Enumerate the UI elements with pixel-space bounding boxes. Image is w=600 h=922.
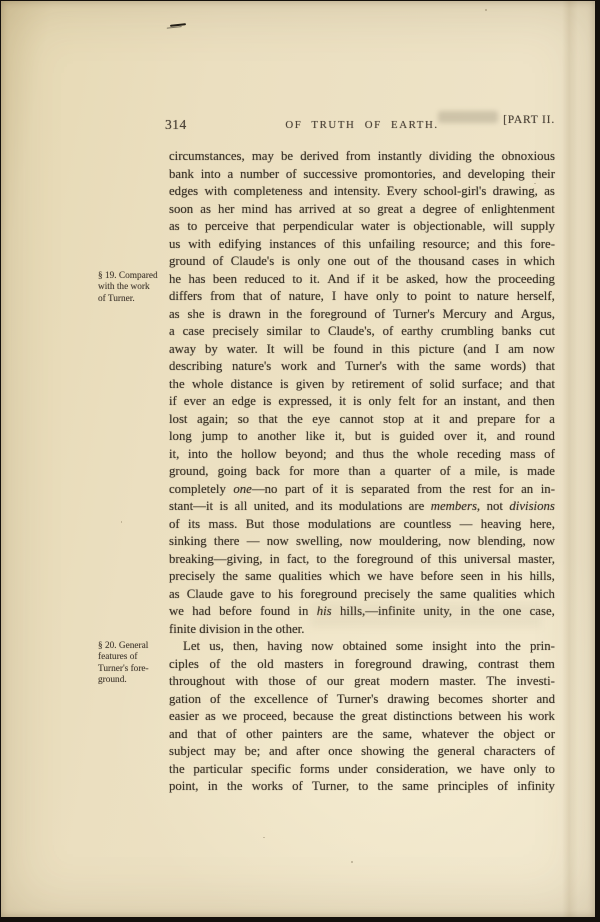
margin-note-line: § 19. Compared <box>98 271 158 281</box>
dust-speck <box>263 837 265 838</box>
text-line: finite division in the other. <box>169 621 305 636</box>
text-line: lost again; so that the eye cannot stop at it and prepare for a <box>169 411 555 426</box>
text-line: bank into a number of successive promontories, and developing their <box>169 166 555 181</box>
text-line: soon as her mind has arrived at so great a degree of enlightenment <box>169 201 555 216</box>
dust-speck <box>121 521 122 523</box>
text-line: subject may be; and after once showing the general characters of <box>169 744 555 758</box>
text-line: describing nature's work and Turner's with the same words) that <box>169 359 555 373</box>
text-line: precisely the same qualities which we have before seen in his hills, <box>169 569 555 583</box>
text-line: gation of the excellence of Turner's drawing becomes shorter and <box>169 691 555 706</box>
margin-note-section-19 <box>98 271 168 305</box>
ink-smudge <box>438 111 498 123</box>
margin-note-section-20 <box>98 641 168 686</box>
text-line: stant—it is all united, and its modulations are members, not divisions <box>169 499 555 513</box>
text-line: point, in the works of Turner, to the same principles of infinity <box>169 779 555 793</box>
part-label: [PART II. <box>503 114 555 126</box>
text-line: away by water. It will be found in this picture (and I am now <box>169 341 555 356</box>
bleed-through-smudge <box>311 603 541 627</box>
text-line: breaking—giving, in fact, to the foreground of this universal master, <box>169 551 555 566</box>
text-line: ciples of the old masters in foreground drawing, contrast them <box>169 656 555 671</box>
text-line: a case precisely similar to Claude's, of earthy crumbling banks cut <box>169 324 555 338</box>
text-line: completely one—no part of it is separated from the rest for an in- <box>169 481 555 496</box>
text-line: the particular specific forms under consideration, we have only to <box>169 761 555 776</box>
pen-dash-mark <box>170 23 186 27</box>
text-line: it, into the hollow beyond; and thus the whole receding mass of <box>169 446 555 461</box>
margin-note-line: features of <box>98 652 138 663</box>
text-line: as she is drawn in the foreground of Turner's Mercury and Argus, <box>169 306 555 321</box>
text-line: ground of Claude's is only one out of the thousand cases in which <box>169 254 555 268</box>
running-title: OF TRUTH OF EARTH. <box>285 119 439 131</box>
dust-speck <box>351 861 353 863</box>
text-line: edges with completeness and intensity. Every school-girl's drawing, as <box>169 184 555 198</box>
text-line: throughout with those of our great modern master. The investi- <box>169 674 555 688</box>
text-line: he has been reduced to it. And if it be asked, how the proceeding <box>169 271 555 286</box>
text-line: the whole distance is given by retirement of solid surface; and that <box>169 376 555 391</box>
dust-speck <box>485 9 487 11</box>
margin-note-line: ground. <box>98 674 127 685</box>
text-line: long jump to another like it, but is guided over it, and round <box>169 429 555 443</box>
page-crease <box>562 1 578 917</box>
text-line: of its mass. But those modulations are countless — heaving here, <box>169 516 555 531</box>
body-text <box>169 149 555 797</box>
text-line: sinking there — now swelling, now mouldering, now blending, now <box>169 534 555 548</box>
text-line: differs from that of nature, I have only to point to nature herself, <box>169 289 555 303</box>
text-line: we had before found in his hills,—infinite unity, in the one case, <box>169 604 555 618</box>
book-page <box>1 1 595 917</box>
page-number: 314 <box>165 117 187 132</box>
text-line: if ever an edge is expressed, it is only felt for an instant, and then <box>169 394 555 408</box>
text-line: easier as we proceed, because the great distinctions between his work <box>169 709 555 723</box>
text-line: Let us, then, having now obtained some insight into the prin- <box>183 639 555 653</box>
margin-note-line: of Turner. <box>98 293 135 304</box>
text-line: as Claude gave to his foreground precisely the same qualities which <box>169 586 555 601</box>
text-line: ground, going back for more than a quarter of a mile, is made <box>169 464 555 478</box>
text-line: and that of other painters are the same, whatever the object or <box>169 726 555 741</box>
dust-speck <box>534 183 536 184</box>
text-line: us with edifying instances of this unfailing resource; and this fore- <box>169 236 555 251</box>
margin-note-line: Turner's fore- <box>98 663 149 674</box>
text-line: circumstances, may be derived from instantly dividing the obnoxious <box>169 149 555 163</box>
text-line: as to perceive that perpendicular water is objectionable, will supply <box>169 219 555 233</box>
margin-note-line: § 20. General <box>98 641 149 651</box>
margin-note-line: with the work <box>98 282 150 293</box>
